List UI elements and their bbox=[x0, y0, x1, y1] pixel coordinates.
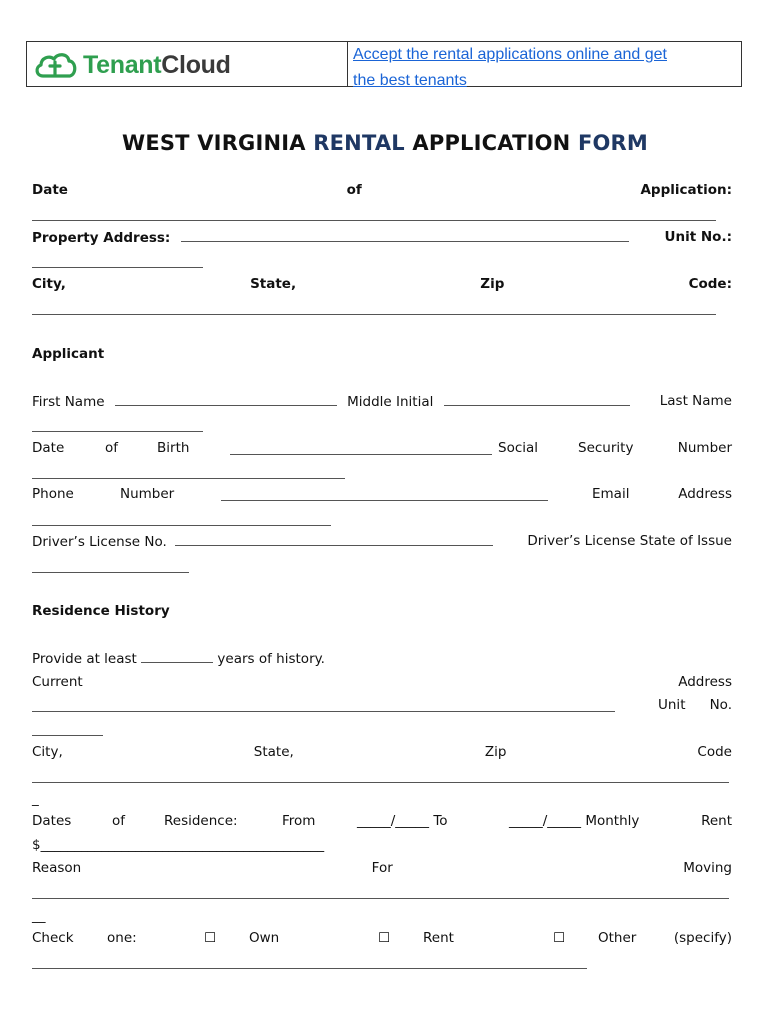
reason-for-moving-label: Reason For Moving bbox=[32, 860, 732, 876]
other-checkbox[interactable]: ☐ bbox=[553, 930, 566, 946]
applicant-heading: Applicant bbox=[32, 346, 105, 362]
years-of-history-row: Provide at least years of history. bbox=[32, 651, 325, 667]
phone-number-field[interactable] bbox=[221, 488, 548, 501]
date-of-application-label: Date of Application: bbox=[32, 182, 732, 198]
promo-link[interactable]: Accept the rental applications online and get the best tenants bbox=[353, 46, 667, 89]
other-specify-field[interactable] bbox=[32, 968, 587, 969]
own-checkbox[interactable]: ☐ bbox=[204, 930, 217, 946]
current-address-label: Current Address bbox=[32, 674, 732, 690]
middle-initial-field[interactable] bbox=[444, 393, 630, 406]
years-of-history-field[interactable] bbox=[141, 650, 213, 663]
current-address-field[interactable] bbox=[32, 699, 615, 712]
rent-checkbox[interactable]: ☐ bbox=[378, 930, 391, 946]
reason-for-moving-field[interactable] bbox=[32, 898, 729, 899]
email-address-field[interactable] bbox=[32, 525, 331, 526]
header-banner bbox=[26, 41, 742, 87]
residence-city-state-zip-field[interactable] bbox=[32, 782, 729, 783]
property-address-row: Property Address: Unit No.: bbox=[32, 229, 732, 246]
city-state-zip-field[interactable] bbox=[32, 314, 716, 315]
unit-no-field[interactable] bbox=[32, 267, 203, 268]
license-number-field[interactable] bbox=[175, 533, 493, 546]
last-name-field[interactable] bbox=[32, 431, 203, 432]
current-unit-field[interactable] bbox=[32, 735, 103, 736]
first-name-field[interactable] bbox=[115, 393, 337, 406]
tenantcloud-logo[interactable] bbox=[33, 49, 231, 81]
monthly-rent-field[interactable]: $__________________________________________ bbox=[32, 837, 325, 853]
header-divider bbox=[347, 42, 348, 86]
from-date-field[interactable]: _____/_____ To bbox=[357, 813, 448, 829]
ssn-field[interactable] bbox=[32, 478, 345, 479]
residence-city-state-zip-label: City, State, Zip Code bbox=[32, 744, 732, 760]
property-address-field[interactable] bbox=[181, 229, 629, 242]
logo-text: TenantCloud bbox=[83, 50, 231, 79]
name-row: First Name Middle Initial Last Name bbox=[32, 393, 732, 410]
license-row: Driver’s License No. Driver’s License State of Issue bbox=[32, 533, 732, 550]
page-title: WEST VIRGINIA RENTAL APPLICATION FORM bbox=[121, 131, 649, 155]
license-state-field[interactable] bbox=[32, 572, 189, 573]
cloud-logo-icon bbox=[33, 50, 79, 80]
to-date-field[interactable]: _____/_____ Monthly bbox=[509, 813, 640, 829]
city-state-zip-label: City, State, Zip Code: bbox=[32, 276, 732, 292]
date-of-birth-field[interactable] bbox=[230, 442, 492, 455]
date-of-application-field[interactable] bbox=[32, 220, 716, 221]
line-wrap-underscore-2: __ bbox=[32, 908, 46, 924]
line-wrap-underscore: _ bbox=[32, 791, 39, 807]
residence-history-heading: Residence History bbox=[32, 603, 170, 619]
